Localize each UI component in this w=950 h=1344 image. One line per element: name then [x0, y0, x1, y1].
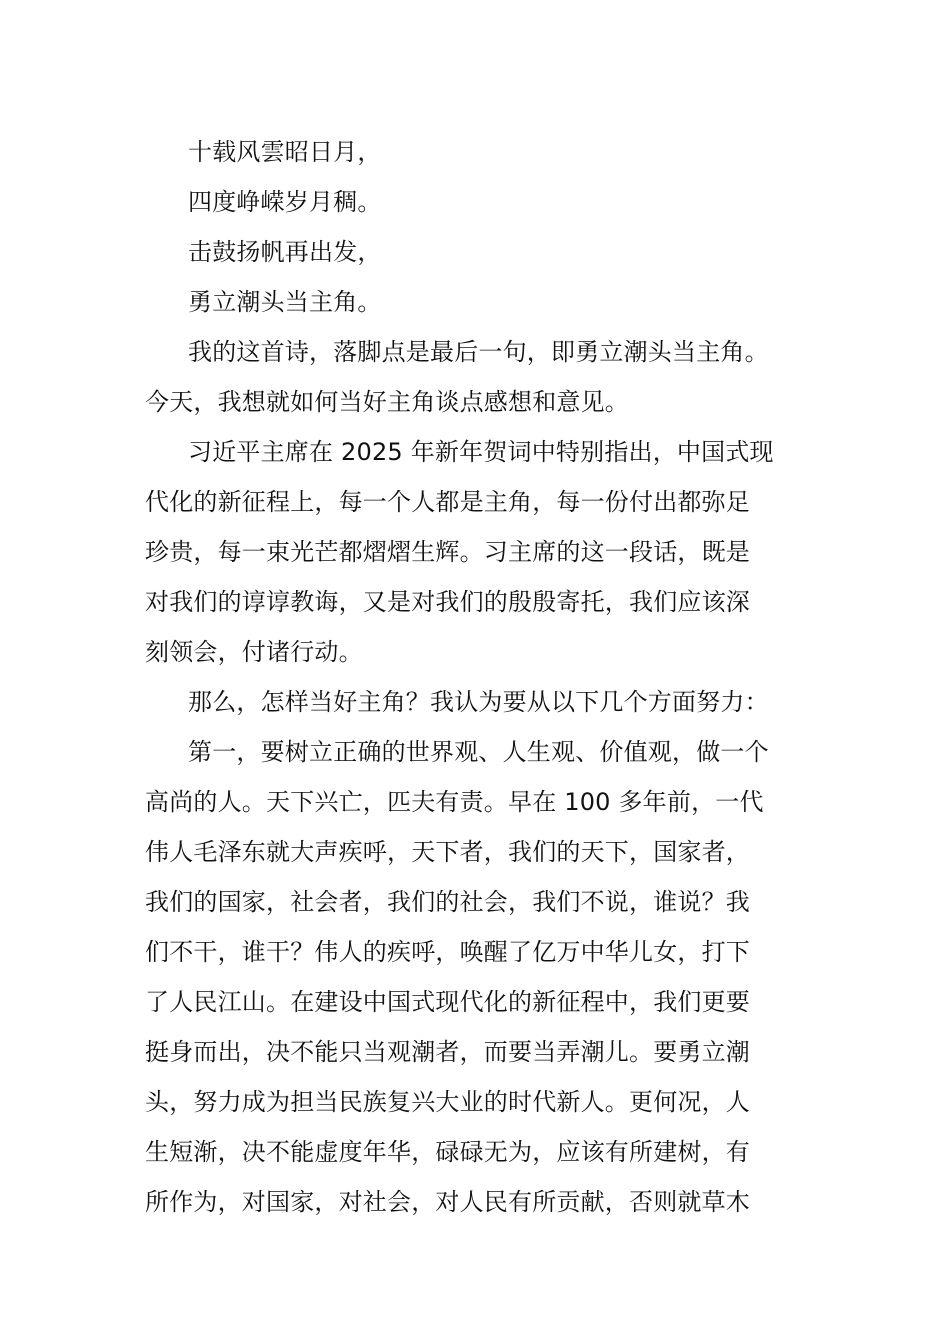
paragraph-line: 头，努力成为担当民族复兴大业的时代新人。更何况，人: [145, 1088, 750, 1116]
poem-line: 勇立潮头当主角。: [188, 288, 382, 316]
paragraph-line: 那么，怎样当好主角？我认为要从以下几个方面努力：: [188, 688, 769, 716]
paragraph-line: 挺身而出，决不能只当观潮者，而要当弄潮儿。要勇立潮: [145, 1038, 750, 1066]
poem-line: 十载风雲昭日月，: [188, 138, 382, 166]
paragraph-line: 对我们的谆谆教诲，又是对我们的殷殷寄托，我们应该深: [145, 588, 750, 616]
paragraph-line: 生短渐，决不能虚度年华，碌碌无为，应该有所建树，有: [145, 1138, 750, 1166]
paragraph-line: 刻领会，付诸行动。: [145, 638, 363, 666]
paragraph-line: 高尚的人。天下兴亡，匹夫有责。早在 100 多年前，一代: [145, 788, 764, 816]
paragraph-line: 伟人毛泽东就大声疾呼，天下者，我们的天下，国家者，: [145, 838, 750, 866]
paragraph-line: 我的这首诗，落脚点是最后一句，即勇立潮头当主角。: [188, 338, 769, 366]
poem-line: 四度峥嵘岁月稠。: [188, 188, 382, 216]
paragraph-line: 第一，要树立正确的世界观、人生观、价值观，做一个: [188, 738, 769, 766]
paragraph-line: 今天，我想就如何当好主角谈点感想和意见。: [145, 388, 629, 416]
paragraph-line: 我们的国家，社会者，我们的社会，我们不说，谁说？我: [145, 888, 750, 916]
body-text: [145, 127, 810, 1227]
paragraph-line: 所作为，对国家，对社会，对人民有所贡献，否则就草木: [145, 1188, 750, 1216]
paragraph-line: 代化的新征程上，每一个人都是主角，每一份付出都弥足: [145, 488, 750, 516]
paragraph-line: 珍贵，每一束光芒都熠熠生辉。习主席的这一段话，既是: [145, 538, 750, 566]
paragraph-line: 习近平主席在 2025 年新年贺词中特别指出，中国式现: [188, 438, 774, 466]
paragraph-line: 们不干，谁干？伟人的疾呼，唤醒了亿万中华儿女，打下: [145, 938, 750, 966]
poem-line: 击鼓扬帆再出发，: [188, 238, 382, 266]
paragraph-line: 了人民江山。在建设中国式现代化的新征程中，我们更要: [145, 988, 750, 1016]
